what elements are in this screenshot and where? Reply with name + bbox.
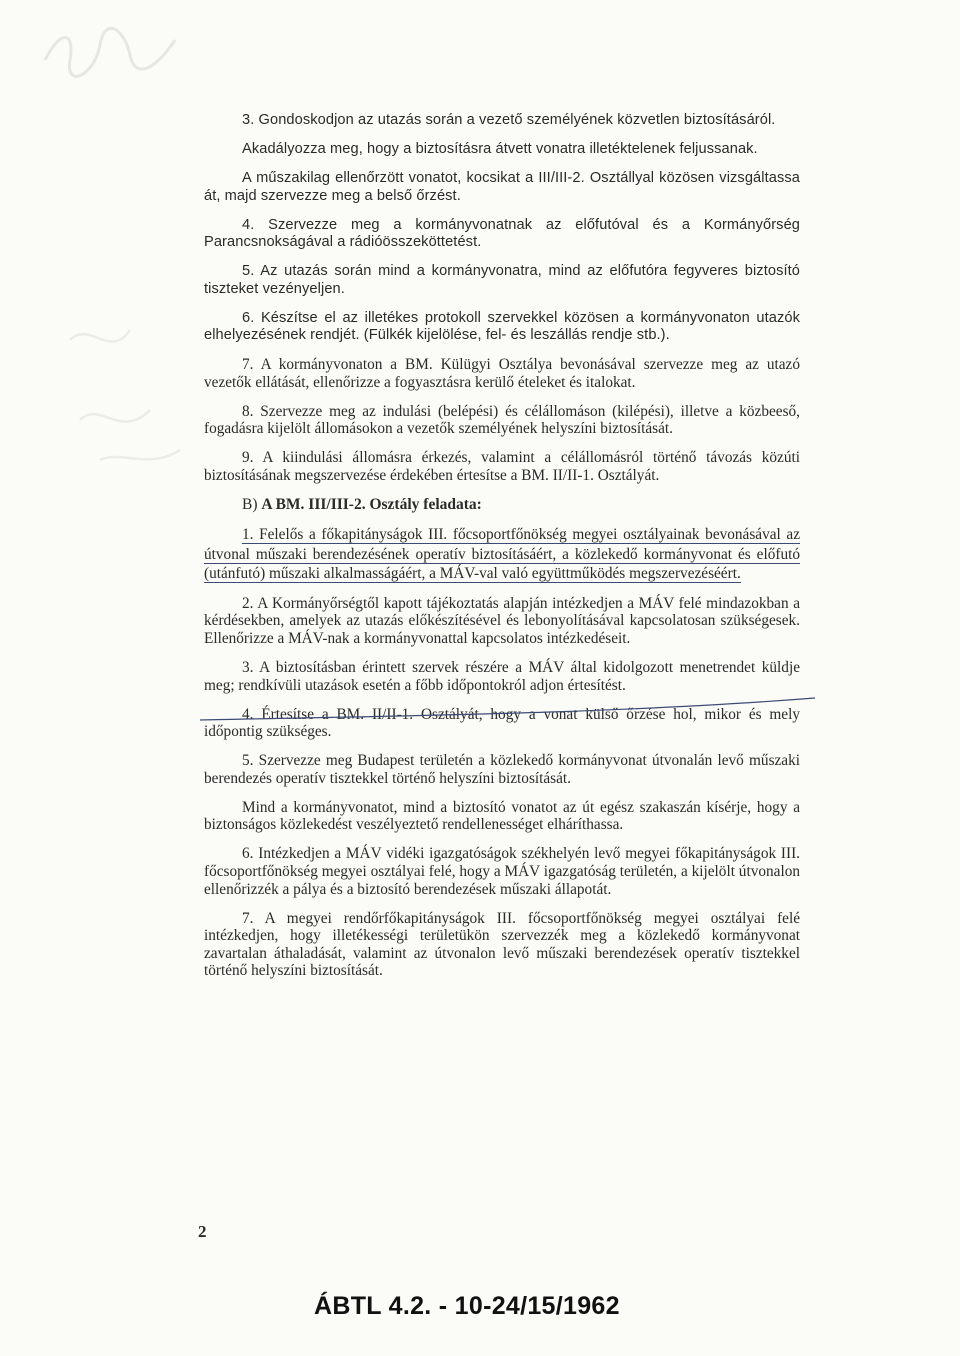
paragraph-b5: 5. Szervezze meg Budapest területén a közlekedő kormányvonat útvonalán levő műszaki berendezés operatív tisztekkel történő helyszíni biztosítását.	[204, 752, 800, 787]
paragraph-b5-continued: Mind a kormányvonatot, mind a biztosító vonatot az út egész szakaszán kísérje, hogy a biztonságos közlekedést veszélyeztető rendellenességet elháríthassa.	[204, 798, 800, 834]
paragraph-3: 3. Gondoskodjon az utazás során a vezető személyének közvetlen biztosításáról.	[242, 112, 776, 128]
section-b-heading	[204, 496, 800, 514]
paragraph-b6: 6. Intézkedjen a MÁV vidéki igazgatóságok székhelyén levő megyei főkapitányságok III. főcsoportfőnökség megyei osztályai felé, hogy a MÁV igazgatóság területén, a kijelölt útvonalon ellenőrizzék a pálya és a biztosító berendezések műszaki állapotát.	[204, 845, 800, 898]
pen-underline-strokes	[190, 676, 820, 736]
paragraph-4: 4. Szervezze meg a kormányvonatnak az előfutóval és a Kormányőrség Parancsnokságával a rádióösszeköttetést.	[204, 216, 800, 251]
page-number: 2	[198, 1222, 207, 1241]
paragraph-6: 6. Készítse el az illetékes protokoll szervekkel közösen a kormányvonaton utazók elhelyezésének rendjét. (Fülkék kijelölése, fel- és leszállás rendje stb.).	[204, 309, 800, 344]
paragraph-9: 9. A kiindulási állomásra érkezés, valamint a célállomásról történő távozás közúti biztosításának megszervezése érdekében értesítse a BM. II/II-1. Osztályát.	[204, 449, 800, 485]
paragraph-5: 5. Az utazás során mind a kormányvonatra, mind az előfutóra fegyveres biztosító tiszteket vezényeljen.	[204, 263, 800, 297]
underlined-text: 1. Felelős a főkapitányságok III. főcsoportfőnökség megyei osztályainak bevonásával az útvonal műszaki berendezésének operatív biztosításáért, a közlekedő kormányvonat és előfutó (utánfutó) műszaki alkalmasságáért, a MÁV-val való együttműködés megszervezéséért.	[204, 526, 800, 582]
paragraph-7: 7. A kormányvonaton a BM. Külügyi Osztálya bevonásával szervezze meg az utazó vezetők ellátását, ellenőrizze a fogyasztásra kerülő ételeket és italokat.	[204, 356, 800, 391]
section-b-prefix: B)	[242, 496, 262, 514]
paragraph-b7: 7. A megyei rendőrfőkapitányságok III. főcsoportfőnökség megyei osztályai felé intézkedjen, hogy illetékességi területükön szervezzék meg a közlekedő kormányvonat zavartalan áthaladását, valamint az útvonalon levő műszaki berendezések operatív tisztekkel történő helyszíni biztosítását.	[204, 909, 800, 980]
paragraph-b2: 2. A Kormányőrségtől kapott tájékoztatás alapján intézkedjen a MÁV felé mindazokban a kérdésekben, amelyek az utazás előkészítésével és lebonyolításával kapcsolatosan szükségesek. Ellenőrizze a MÁV-nak a kormányvonattal kapcsolatos intézkedéseit.	[204, 594, 800, 648]
bleed-through-handwriting	[40, 20, 180, 80]
paragraph-prevent-access: Akadályozza meg, hogy a biztosításra átvett vonatra illetéktelenek feljussanak.	[242, 140, 758, 157]
archive-reference: ÁBTL 4.2. - 10-24/15/1962	[314, 1292, 620, 1320]
paragraph-8: 8. Szervezze meg az indulási (belépési) és célállomáson (kilépési), illetve a közbeeső, fogadásra kijelölt állomásokon a vezetők személyének helyszíni biztosítását.	[204, 402, 800, 438]
paragraph-b1-underlined	[204, 525, 800, 584]
bleed-through-marks	[60, 300, 210, 480]
section-b-title: A BM. III/III-2. Osztály feladata:	[261, 496, 482, 514]
document-body	[204, 112, 800, 991]
paragraph-b3: 3. A biztosításban érintett szervek részére a MÁV által kidolgozott menetrendet küldje meg; rendkívüli utazások esetén a főbb időpontokról adjon értesítést.	[204, 659, 800, 694]
paragraph-inspection: A műszakilag ellenőrzött vonatot, kocsikat a III/III-2. Osztállyal közösen vizsgáltassa át, majd szervezze meg a belső őrzést.	[204, 169, 800, 204]
paragraph-b4: 4. Értesítse a BM. II/II-1. Osztályát, hogy a vonat külső őrzése hol, mikor és mely időpontig szükséges.	[204, 705, 800, 741]
